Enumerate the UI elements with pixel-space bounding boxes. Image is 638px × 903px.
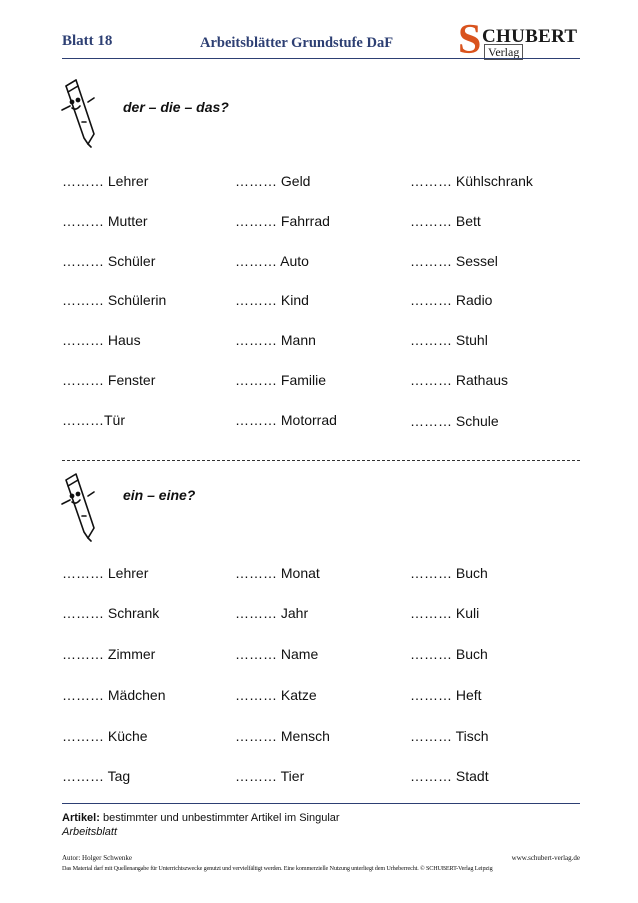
word-item: ………Tür: [62, 412, 125, 428]
word-item: ……… Stuhl: [410, 332, 488, 348]
legal-notice: Das Material darf mit Quellenangabe für Unterrichtszwecke genutzt und vervielfältigt werden. Eine kommerzielle Nutzung unterliegt dem Urheberrecht. © SCHUBERT-Verlag Leipzig: [62, 865, 493, 872]
word-item: ……… Sessel: [410, 253, 498, 269]
word-item: ……… Geld: [235, 173, 311, 189]
word-item: ……… Jahr: [235, 605, 309, 621]
word-item: ……… Zimmer: [62, 646, 156, 662]
word-item: ……… Mensch: [235, 728, 330, 744]
series-title: Arbeitsblätter Grundstufe DaF: [200, 35, 394, 51]
word-item: ……… Lehrer: [62, 565, 149, 581]
footer-divider: [62, 803, 580, 804]
word-item: ……… Familie: [235, 372, 327, 388]
header-divider: [62, 58, 580, 59]
pencil-icon: [58, 470, 104, 542]
word-item: ……… Haus: [62, 332, 141, 348]
word-item: ……… Fenster: [62, 372, 156, 388]
word-item: ……… Tier: [235, 768, 305, 784]
word-item: ……… Buch: [410, 646, 488, 662]
word-item: ……… Schüler: [62, 253, 156, 269]
word-item: ……… Kühlschrank: [410, 173, 533, 189]
word-item: ……… Fahrrad: [235, 213, 330, 229]
pencil-icon: [58, 76, 104, 148]
word-item: ……… Mutter: [62, 213, 148, 229]
word-item: ……… Mann: [235, 332, 316, 348]
logo-verlag: Verlag: [484, 44, 523, 60]
task-instruction: der – die – das?: [123, 99, 229, 115]
word-item: ……… Schule: [410, 413, 499, 429]
word-item: ……… Schrank: [62, 605, 160, 621]
topic-text: bestimmter und unbestimmter Artikel im Singular: [99, 812, 340, 824]
word-item: ……… Katze: [235, 687, 317, 703]
word-item: ……… Bett: [410, 213, 481, 229]
sheet-number: Blatt 18: [62, 33, 113, 49]
word-item: ……… Auto: [235, 253, 309, 269]
topic-label: Artikel:: [62, 812, 100, 824]
word-item: ……… Kuli: [410, 605, 480, 621]
word-item: ……… Radio: [410, 292, 493, 308]
word-item: ……… Küche: [62, 728, 148, 744]
logo-letter: S: [458, 17, 482, 63]
logo-name: CHUBERT: [482, 26, 578, 47]
word-item: ……… Lehrer: [62, 173, 149, 189]
author: Autor: Holger Schwenke: [62, 854, 132, 862]
word-item: ……… Stadt: [410, 768, 489, 784]
word-item: ……… Motorrad: [235, 412, 337, 428]
word-item: ……… Rathaus: [410, 372, 509, 388]
word-item: ……… Schülerin: [62, 292, 167, 308]
section-divider: [62, 460, 580, 461]
word-item: ……… Buch: [410, 565, 488, 581]
word-item: ……… Tag: [62, 768, 131, 784]
sheet-type: Arbeitsblatt: [62, 826, 118, 838]
publisher-logo: [458, 17, 580, 63]
word-item: ……… Tisch: [410, 728, 489, 744]
word-item: ……… Kind: [235, 292, 309, 308]
website-link[interactable]: www.schubert-verlag.de: [511, 854, 580, 862]
word-item: ……… Mädchen: [62, 687, 166, 703]
task-instruction: ein – eine?: [123, 487, 196, 503]
word-item: ……… Heft: [410, 687, 482, 703]
word-item: ……… Name: [235, 646, 319, 662]
word-item: ……… Monat: [235, 565, 320, 581]
topic-line: [62, 812, 340, 824]
